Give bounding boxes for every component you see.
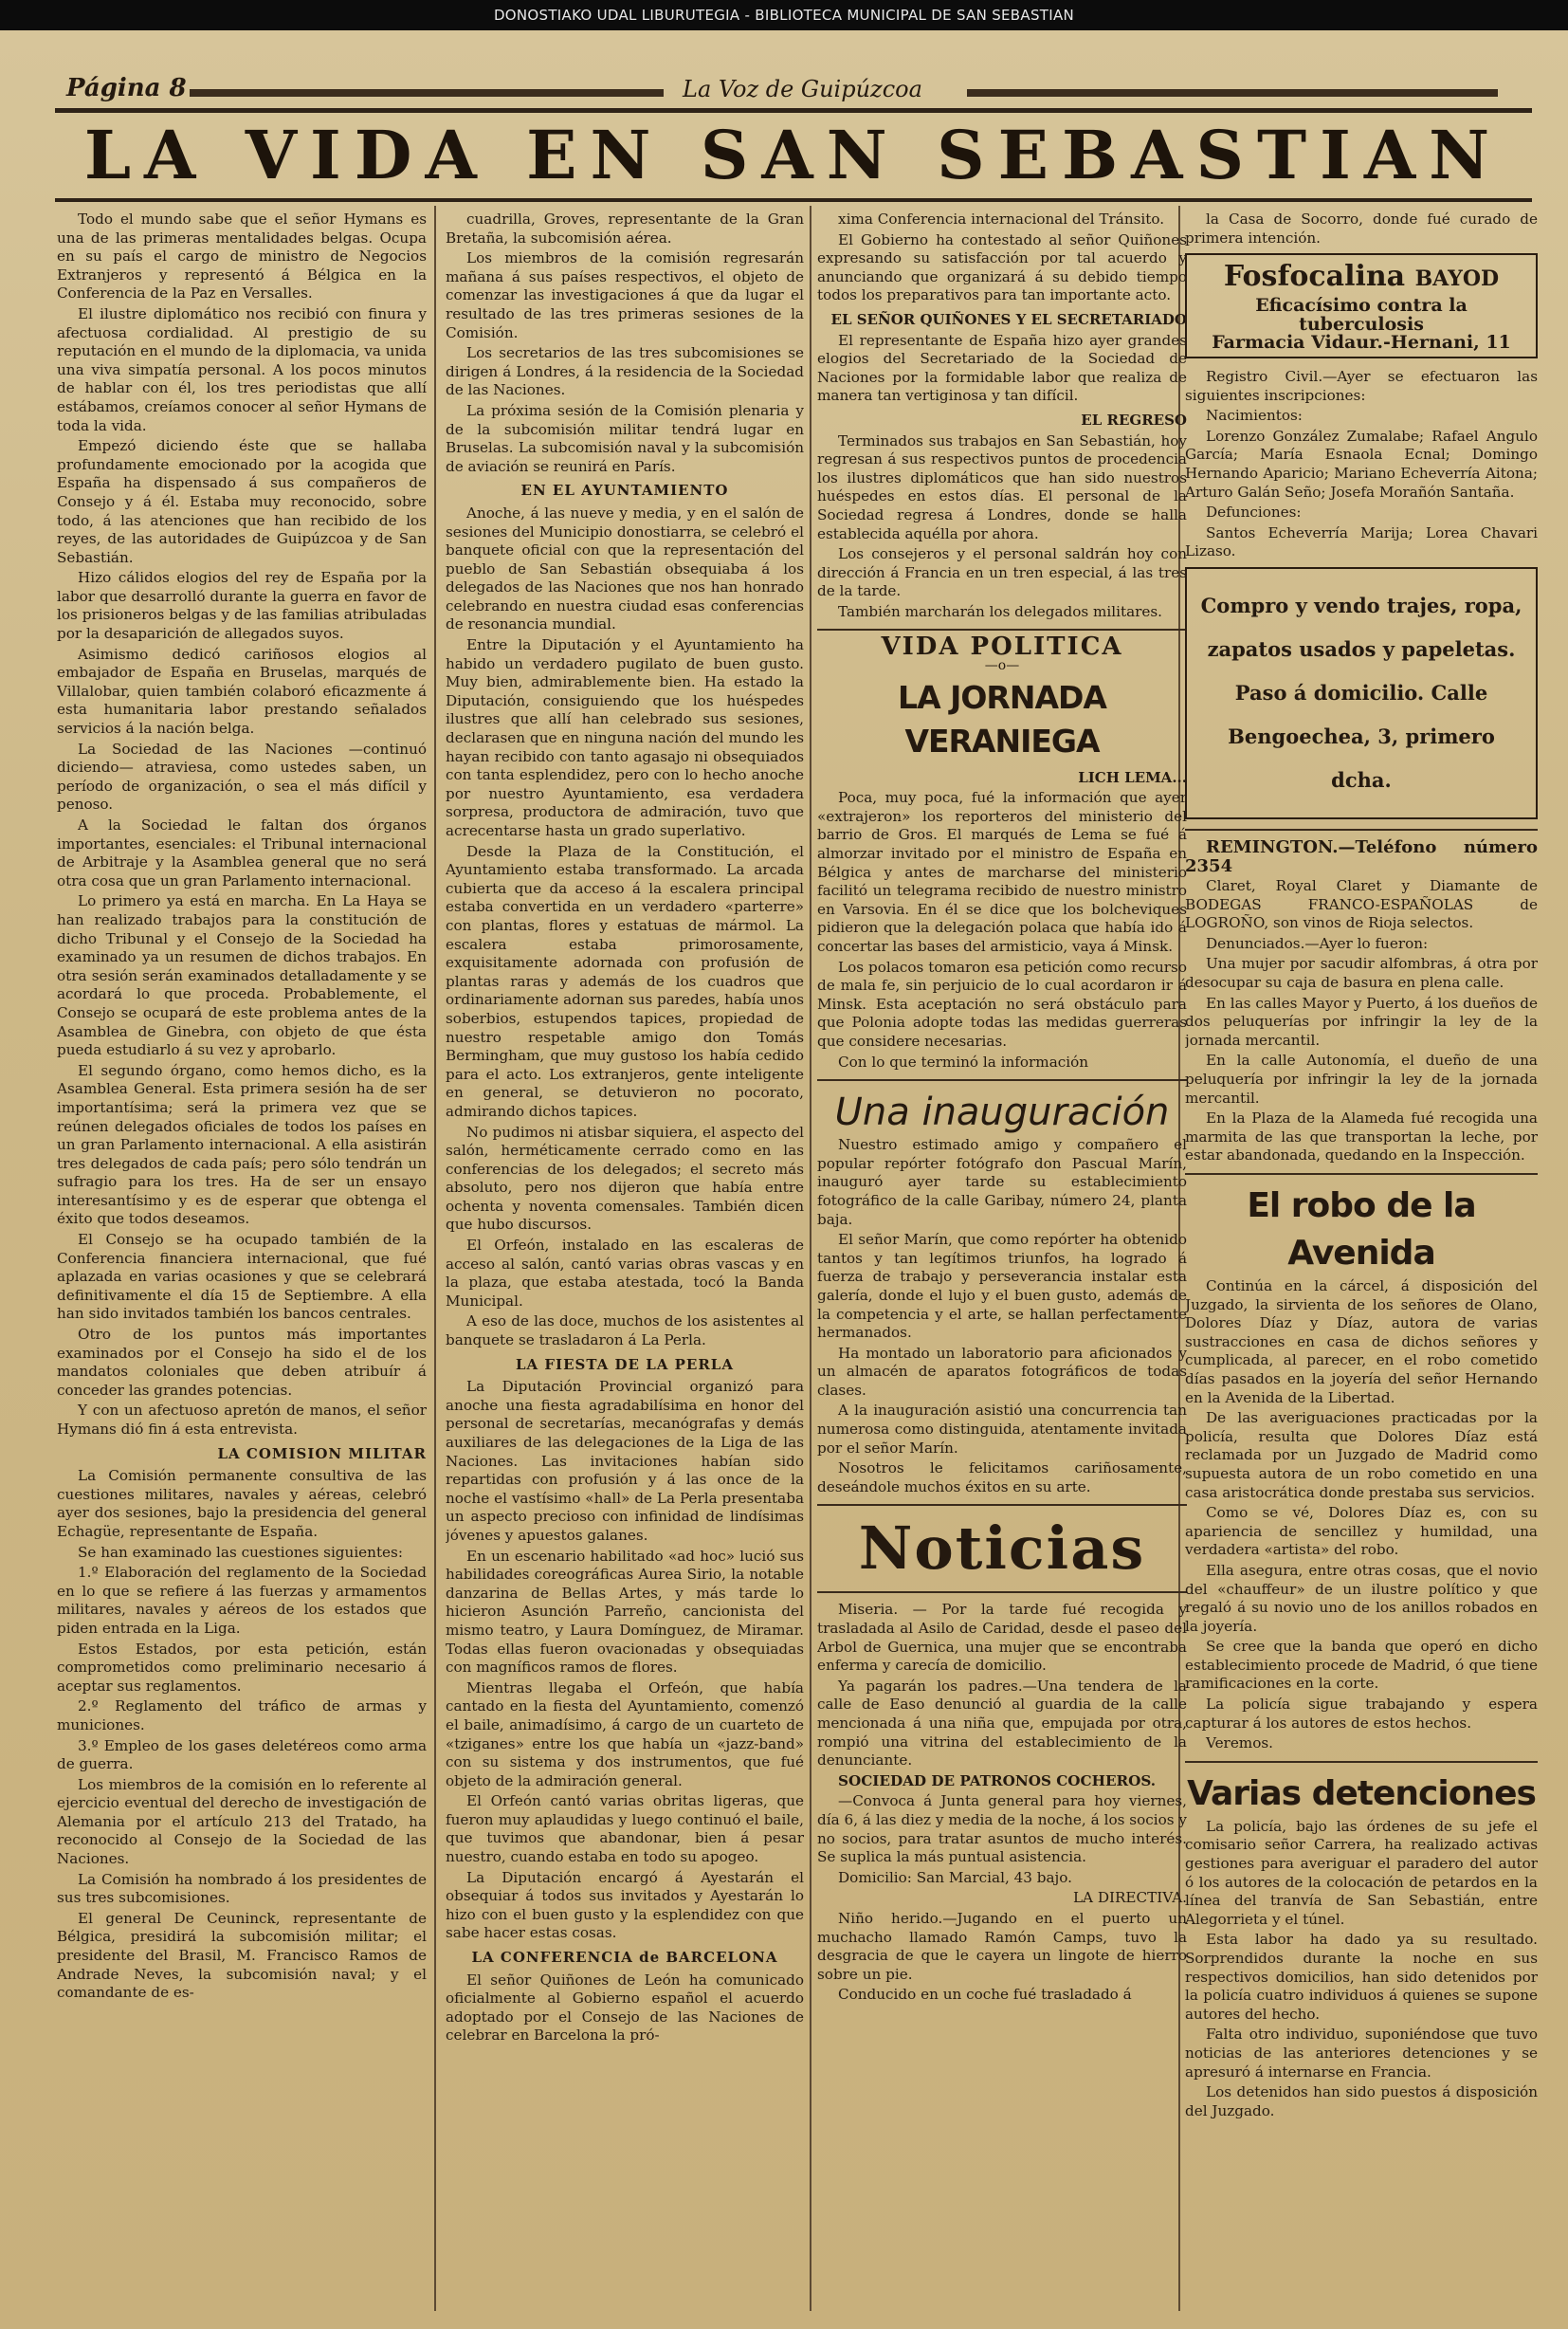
article-paragraph: 2.º Reglamento del tráfico de armas y municiones. <box>57 1697 427 1733</box>
article-paragraph: En un escenario habilitado «ad hoc» lució sus habilidades coreográficas Aurea Sirio, la notable danzarina de Bellas Artes, y más tarde lo hicieron Asunción Parreño, cancionista del mismo teatro, y Laura Domínguez, de Miramar. Todas ellas fueron ovacionadas y obsequiadas con magníficos ramos de flores. <box>446 1547 804 1677</box>
section-rule <box>1185 829 1538 831</box>
folio-line <box>66 74 1517 106</box>
article-paragraph: Otro de los puntos más importantes examinados por el Consejo ha sido el de los mandatos coloniales que deben atribuír á conceder las grandes potencias. <box>57 1326 427 1399</box>
column-4 <box>1185 211 1538 2316</box>
registry-paragraph: Santos Echeverría Marija; Lorea Chavari Lizaso. <box>1185 523 1538 560</box>
inauguration-title: Una inauguración <box>834 1091 1170 1135</box>
registry-heading: Nacimientos: <box>1206 407 1303 425</box>
section-rule <box>817 1079 1187 1081</box>
article-paragraph: Como se vé, Dolores Díaz es, con su apariencia de sencillez y humildad, una verdadera «artista» del robo. <box>1185 1504 1538 1559</box>
registry-paragraph: Registro Civil.—Ayer se efectuaron las siguientes inscripciones: <box>1185 367 1538 404</box>
news-signature: LA DIRECTIVA. <box>1072 1889 1187 1907</box>
advert-maker: BAYOD <box>1414 266 1500 292</box>
article-paragraph: Nuestro estimado amigo y compañero el popular repórter fotógrafo don Pascual Marín, inauguró ayer tarde su establecimiento fotográfico de la calle Garibay, número 24, planta baja. <box>817 1136 1187 1228</box>
news-item: Conducido en un coche fué trasladado á <box>838 1986 1132 2004</box>
newspaper-page <box>0 30 1568 2329</box>
article-paragraph: La policía, bajo las órdenes de su jefe el comisario señor Carrera, ha realizado activas gestiones para averiguar el paradero del autor ó los autores de la colocación de petardos en la línea del tranvía de San Sebastián, entre Alegorrieta y el túnel. <box>1185 1817 1538 1928</box>
article-paragraph: El Consejo se ha ocupado también de la Conferencia financiera internacional, que fué aplazada en varias ocasiones y que se celebrará definitivamente el día 15 de Septiembre. A ella han sido invitados también los bancos centrales. <box>57 1231 427 1323</box>
section-rule <box>817 629 1187 631</box>
article-paragraph: 1.º Elaboración del reglamento de la Sociedad en lo que se refiere á las fuerzas y armamentos militares, navales y aéreos de los estados que piden entrada en la Liga. <box>57 1564 427 1637</box>
clothes-advert <box>1185 567 1538 819</box>
article-paragraph: Y con un afectuoso apretón de manos, el señor Hymans dió fin á esta entrevista. <box>57 1402 427 1438</box>
byline: LICH LEMA... <box>1078 768 1187 786</box>
article-paragraph: Entre la Diputación y el Ayuntamiento ha habido un verdadero pugilato de buen gusto. Muy bien, admirablemente bien. Ha estado la Diputación, consiguiendo que los huéspedes ilustres que allí han celebrado sus sesiones, declarasen que en ninguna nación del mundo les hayan recibido con tanto agasajo ni obsequiados con tanta esplendidez, pero con lo hecho anoche por nuestro Ayuntamiento, esa verdadera sorpresa, productora de admiración, tuvo que acrecentarse hasta un grado superlativo. <box>446 636 804 839</box>
subheading: LA COMISION MILITAR <box>217 1444 427 1462</box>
newspaper-name: La Voz de Guipúzcoa <box>683 76 922 102</box>
page-headline: LA VIDA EN SAN SEBASTIAN <box>55 108 1532 202</box>
subheading: LA CONFERENCIA de BARCELONA <box>471 1949 778 1967</box>
article-paragraph: La Comisión permanente consultiva de las cuestiones militares, navales y aéreas, celebró ayer dos sesiones, bajo la presidencia del general Echagüe, representante de España. <box>57 1467 427 1540</box>
advert-line: Compro y vendo trajes, ropa, <box>1200 593 1522 617</box>
article-paragraph: El segundo órgano, como hemos dicho, es la Asamblea General. Esta primera sesión ha de ser importantísima; será la primera vez que se reúnen delegados oficiales de todos los países en un gran Parlamento internacional. A ella asistirán tres delegados de cada país; pero sólo tendrán un sufragio para los tres. Ha de ser un ensayo interesantísimo y es de esperar que obtenga el éxito que todos deseamos. <box>57 1061 427 1228</box>
advert-address: Farmacia Vidaur.-Hernani, 11 <box>1212 332 1511 354</box>
subheading: LA FIESTA DE LA PERLA <box>516 1355 734 1373</box>
news-item: Niño herido.—Jugando en el puerto un muchacho llamado Ramón Camps, tuvo la desgracia de que le cayera un lingote de hierro sobre un pie. <box>817 1909 1187 1983</box>
detenciones-title: Varias detenciones <box>1187 1773 1536 1813</box>
article-paragraph: Desde la Plaza de la Constitución, el Ayuntamiento estaba transformado. La arcada cubierta que da acceso á la escalera principal estaba convertida en un verdadero «parterre» con plantas, flores y estatuas de mármol. La escalera estaba primorosamente, exquisitamente adornada con profusión de plantas raras y además de los cuadros que ordinariamente adornan sus paredes, había unos soberbios, estupendos tapices, propiedad de nuestro respetable amigo don Tomás Bermingham, que muy gustoso los había cedido para el acto. Los extranjeros, gente inteligente en general, se detuvieron no pocorato, admirando dichos tapices. <box>446 842 804 1120</box>
article-paragraph: El Orfeón, instalado en las escaleras de acceso al salón, cantó varias obras vascas y en la plaza, que estaba atestada, tocó la Banda Municipal. <box>446 1237 804 1310</box>
article-paragraph: El general De Ceuninck, representante de Bélgica, presidirá la subcomisión militar; el presidente del Brasil, M. Francisco Ramos de Andrade Neves, la subcomisión naval; y el comandante de es- <box>57 1909 427 2002</box>
article-paragraph: Denunciados.—Ayer lo fueron: <box>1206 934 1429 952</box>
article-paragraph: Todo el mundo sabe que el señor Hymans es una de las primeras mentalidades belgas. Ocupa en su país el cargo de ministro de Negocios Extranjeros y representó á Bélgica en la Conferencia de la Paz en Versalles. <box>57 211 427 303</box>
article-paragraph: De las averiguaciones practicadas por la policía, resulta que Dolores Díaz está reclamada por un Juzgado de Madrid como supuesta autora de un robo cometido en una casa aristocrática donde prestaba sus servicios. <box>1185 1409 1538 1501</box>
article-paragraph: A eso de las doce, muchos de los asistentes al banquete se trasladaron á La Perla. <box>446 1312 804 1349</box>
ornament: —o— <box>984 658 1020 674</box>
subheading: EL SEÑOR QUIÑONES Y EL SECRETARIADO <box>830 310 1187 328</box>
article-paragraph: La policía sigue trabajando y espera capturar á los autores de estos hechos. <box>1185 1696 1538 1732</box>
article-paragraph: cuadrilla, Groves, representante de la Gran Bretaña, la subcomisión aérea. <box>446 211 804 247</box>
article-paragraph: En la Plaza de la Alameda fué recogida una marmita de las que transportan la leche, por estar abandonada, quedando en la Inspección. <box>1185 1109 1538 1164</box>
column-2 <box>446 211 804 2316</box>
column-1 <box>57 211 427 2316</box>
article-paragraph: xima Conferencia internacional del Tránsito. <box>838 211 1165 228</box>
folio-rule-right <box>967 89 1498 97</box>
article-paragraph: Lo primero ya está en marcha. En La Haya se han realizado trabajos para la constitución de dicho Tribunal y el Consejo de la Sociedad ha examinado ya un resumen de dichos trabajos. En otra sesión serán examinados detalladamente y se acordará lo que proceda. Probablemente, el Consejo se ocupará de este problema antes de la Asamblea de Ginebra, con objeto de que ésta pueda estudiarlo á su vez y aprobarlo. <box>57 892 427 1059</box>
article-paragraph: El representante de España hizo ayer grandes elogios del Secretariado de la Sociedad de Naciones por la formidable labor que realiza de manera tan vertiginosa y tan difícil. <box>817 331 1187 405</box>
banner-title: LA JORNADA VERANIEGA <box>898 678 1106 760</box>
article-paragraph: Esta labor ha dado ya su resultado. Sorprendidos durante la noche en sus respectivos domicilios, han sido detenidos por la policía cuatro individuos á quienes se supone autores del hecho. <box>1185 1931 1538 2023</box>
article-paragraph: También marcharán los delegados militares. <box>838 602 1163 620</box>
fosfocalina-advert <box>1185 253 1538 358</box>
article-paragraph: Con lo que terminó la información <box>838 1053 1089 1071</box>
article-paragraph: Los polacos tomaron esa petición como recurso de mala fe, sin perjuicio de lo cual acordaron ir á Minsk. Esta aceptación no será obstáculo para que Polonia adopte todas las medidas guerreras que considere necesarias. <box>817 958 1187 1050</box>
article-paragraph: La Sociedad de las Naciones —continuó diciendo— atraviesa, como ustedes saben, un período de organización, o sea el más difícil y penoso. <box>57 740 427 814</box>
noticias-title: Noticias <box>858 1513 1146 1584</box>
advert-paragraph: Claret, Royal Claret y Diamante de BODEGAS FRANCO-ESPAÑOLAS de LOGROÑO, son vinos de Rioja selectos. <box>1185 877 1538 932</box>
article-paragraph: Se han examinado las cuestiones siguientes: <box>78 1543 403 1561</box>
article-paragraph: Los detenidos han sido puestos á disposición del Juzgado. <box>1185 2083 1538 2119</box>
article-paragraph: El Orfeón cantó varias obritas ligeras, que fueron muy aplaudidas y luego continuó el baile, que tuvimos que abandonar, bien á pesar nuestro, cuando estaba en todo su apogeo. <box>446 1792 804 1866</box>
article-paragraph: Terminados sus trabajos en San Sebastián, hoy regresan á sus respectivos puntos de procedencia los ilustres diplomáticos que han sido nuestros huéspedes en estos días. El personal de la Sociedad regresa á Londres, donde se halla establecida aquélla por ahora. <box>817 431 1187 542</box>
article-paragraph: Nosotros le felicitamos cariñosamente, deseándole muchos éxitos en su arte. <box>817 1459 1187 1495</box>
library-header-text: DONOSTIAKO UDAL LIBURUTEGIA - BIBLIOTECA MUNICIPAL DE SAN SEBASTIAN <box>493 7 1075 24</box>
article-paragraph: la Casa de Socorro, donde fué curado de primera intención. <box>1185 211 1538 247</box>
article-paragraph: Hizo cálidos elogios del rey de España por la labor que desarrolló durante la guerra en favor de los prisioneros belgas y de las familias atribuladas por la desaparición de allegados suyos. <box>57 569 427 643</box>
column-divider <box>810 206 811 2311</box>
section-rule <box>817 1591 1187 1593</box>
article-paragraph: El ilustre diplomático nos recibió con finura y afectuosa cordialidad. Al prestigio de su reputación en el mundo de la diplomacia, va unida una viva simpatía personal. A los pocos minutos de hablar con él, los tres periodistas que allí estábamos, creíamos conocer al señor Hymans de toda la vida. <box>57 304 427 434</box>
advert-line: Paso á domicilio. Calle Bengoechea, 3, primero dcha. <box>1228 680 1495 792</box>
article-paragraph: 3.º Empleo de los gases deletéreos como arma de guerra. <box>57 1736 427 1773</box>
article-paragraph: Los miembros de la comisión en lo referente al ejercicio eventual del derecho de investigación de Alemania por el artículo 213 del Tratado, ha reconocido al Consejo de la Sociedad de las Naciones. <box>57 1775 427 1868</box>
article-paragraph: Continúa en la cárcel, á disposición del Juzgado, la sirvienta de los señores de Olano, Dolores Díaz y Díaz, autora de varias sustracciones en casa de dichos señores y cumplicada, al parecer, en el robo cometido días pasados en la joyería del señor Hernando en la Avenida de la Libertad. <box>1185 1277 1538 1406</box>
subheading: EL REGRESO <box>1081 411 1187 429</box>
article-paragraph: En la calle Autonomía, el dueño de una peluquería por infringir la ley de la jornada mercantil. <box>1185 1052 1538 1107</box>
article-paragraph: Estos Estados, por esta petición, están comprometidos como preliminario necesario á aceptar sus reglamentos. <box>57 1640 427 1695</box>
news-item: Domicilio: San Marcial, 43 bajo. <box>838 1868 1072 1886</box>
article-paragraph: Asimismo dedicó cariñosos elogios al embajador de España en Bruselas, marqués de Villalobar, quien también colaboró eficazmente á esta humanitaria labor prestando señalados servicios á la nación belga. <box>57 645 427 738</box>
article-paragraph: El señor Marín, que como repórter ha obtenido tantos y tan legítimos triunfos, ha logrado á fuerza de trabajo y perseverancia instalar esta galería, donde el lujo y el buen gusto, además de la competencia y el arte, se hallan perfectamente hermanados. <box>817 1231 1187 1342</box>
article-paragraph: Falta otro individuo, suponiéndose que tuvo noticias de las anteriores detenciones y se apresuró á internarse en Francia. <box>1185 2026 1538 2081</box>
news-item: Ya pagarán los padres.—Una tendera de la calle de Easo denunció al guardia de la calle mencionada á una niña que, empujada por otra, rompió una vitrina del establecimiento de la denunciante. <box>817 1677 1187 1770</box>
library-header-bar <box>0 0 1568 30</box>
folio-rule-left <box>190 89 664 97</box>
column-3 <box>817 211 1187 2316</box>
article-paragraph: La Comisión ha nombrado á los presidentes de sus tres subcomisiones. <box>57 1870 427 1907</box>
news-item-title: SOCIEDAD DE PATRONOS COCHEROS. <box>838 1771 1157 1789</box>
article-paragraph: Mientras llegaba el Orfeón, que había cantado en la fiesta del Ayuntamiento, comenzó el baile, animadísimo, á cargo de un cuarteto de «tziganes» entre los que había un «jazz-band» con su sistema y dos instrumentos, que fué objeto de la admiración general. <box>446 1678 804 1789</box>
news-item: —Convoca á Junta general para hoy viernes, día 6, á las diez y media de la noche, á los socios y no socios, para tratar asuntos de mucho interés. Se suplica la más puntual asistencia. <box>817 1792 1187 1866</box>
article-paragraph: Se cree que la banda que operó en dicho establecimiento procede de Madrid, ó que tiene ramificaciones en la corte. <box>1185 1638 1538 1693</box>
article-paragraph: El Gobierno ha contestado al señor Quiñones expresando su satisfacción por tal acuerdo y anunciando que organizará á su debido tiempo todos los preparativos para tan importante acto. <box>817 230 1187 304</box>
advert-brand: Fosfocalina <box>1223 260 1406 294</box>
article-paragraph: Los secretarios de las tres subcomisiones se dirigen á Londres, á la residencia de la Sociedad de las Naciones. <box>446 344 804 399</box>
subheading: EN EL AYUNTAMIENTO <box>520 482 729 500</box>
article-paragraph: Poca, muy poca, fué la información que ayer «extrajeron» los reporteros del ministerio del barrio de Gros. El marqués de Lema se fué á almorzar invitado por el ministro de España en Bélgica y antes de marcharse del ministerio facilitó un telegrama recibido de nuestro ministro en Varsovia. En él se dice que los bolcheviques pidieron que la delegación polaca que había ido á concertar las bases del armisticio, vaya á Minsk. <box>817 789 1187 955</box>
article-paragraph: A la inauguración asistió una concurrencia tan numerosa como distinguida, atentamente invitada por el señor Marín. <box>817 1402 1187 1457</box>
article-paragraph: Ella asegura, entre otras cosas, que el novio del «chauffeur» de un ilustre político y que regaló á su novio uno de los anillos robados en la joyería. <box>1185 1561 1538 1635</box>
article-paragraph: En las calles Mayor y Puerto, á los dueños de dos peluquerías por infringir la ley de la jornada mercantil. <box>1185 994 1538 1049</box>
page-number: Página 8 <box>66 74 187 102</box>
robo-title: El robo de la Avenida <box>1247 1186 1476 1273</box>
article-paragraph: Los consejeros y el personal saldrán hoy con dirección á Francia en un tren especial, á las tres de la tarde. <box>817 545 1187 600</box>
article-paragraph: Empezó diciendo éste que se hallaba profundamente emocionado por la acogida que España ha dispensado á sus compañeros de Consejo y á él. Estaba muy reconocido, sobre todo, á las atenciones que han recibido de los reyes, de las autoridades de Guipúzcoa y de San Sebastián. <box>57 437 427 566</box>
section-rule <box>1185 1173 1538 1175</box>
remington-advert: REMINGTON.—Teléfono número 2354 <box>1185 836 1538 876</box>
article-paragraph: A la Sociedad le faltan dos órganos importantes, esenciales: el Tribunal internacional de Arbitraje y la Asamblea general que no será otra cosa que un gran Parlamento internacional. <box>57 816 427 889</box>
section-rule <box>817 1504 1187 1506</box>
article-paragraph: Ha montado un laboratorio para aficionados y un almacén de aparatos fotográficos de todas clases. <box>817 1344 1187 1399</box>
section-rule <box>1185 1761 1538 1763</box>
section-title: VIDA POLITICA <box>881 633 1123 662</box>
article-paragraph: Los miembros de la comisión regresarán mañana á sus países respectivos, el objeto de comenzar las investigaciones á que da lugar el resultado de las tres primeras sesiones de la Comisión. <box>446 249 804 341</box>
article-paragraph: La Diputación Provincial organizó para anoche una fiesta agradabilísima en honor del personal de secretarías, mecanógrafas y demás auxiliares de las delegaciones de la Liga de las Naciones. Las invitaciones habían sido repartidas con profusión y á las once de la noche el vastísimo «hall» de La Perla presentaba un aspecto precioso con infinidad de lindísimas jóvenes y apuestos galanes. <box>446 1378 804 1544</box>
advert-slogan: Eficacísimo contra la tuberculosis <box>1255 295 1468 335</box>
article-paragraph: No pudimos ni atisbar siquiera, el aspecto del salón, herméticamente cerrado como en las conferencias de los delegados; el secreto más absoluto, pero nos dijeron que había entre ochenta y noventa comensales. También dicen que hubo discursos. <box>446 1123 804 1234</box>
article-paragraph: El señor Quiñones de León ha comunicado oficialmente al Gobierno español el acuerdo adoptado por el Consejo de las Naciones de celebrar en Barcelona la pró- <box>446 1971 804 2045</box>
column-divider <box>434 206 436 2311</box>
article-paragraph: Veremos. <box>1206 1734 1273 1752</box>
registry-heading: Defunciones: <box>1206 504 1302 522</box>
article-paragraph: La próxima sesión de la Comisión plenaria y de la subcomisión militar tendrá lugar en Bruselas. La subcomisión naval y la subcomisión de aviación se reunirá en París. <box>446 401 804 475</box>
registry-paragraph: Lorenzo González Zumalabe; Rafael Angulo García; María Esnaola Ecnal; Domingo Hernando Aparicio; Mariano Echeverría Aitona; Arturo Galán Seño; Josefa Morañón Santaña. <box>1185 427 1538 501</box>
article-paragraph: Una mujer por sacudir alfombras, á otra por desocupar su caja de basura en plena calle. <box>1185 955 1538 992</box>
article-paragraph: Anoche, á las nueve y media, y en el salón de sesiones del Municipio donostiarra, se celebró el banquete oficial con que la representación del pueblo de San Sebastián obsequiaba á los delegados de las Naciones que nos han honrado celebrando en nuestra ciudad esas conferencias de resonancia mundial. <box>446 504 804 633</box>
news-item: Miseria. — Por la tarde fué recogida y trasladada al Asilo de Caridad, desde el paseo del Arbol de Guernica, una mujer que se encontraba enferma y carecía de domicilio. <box>817 1601 1187 1675</box>
article-paragraph: La Diputación encargó á Ayestarán el obsequiar á todos sus invitados y Ayestarán lo hizo con el buen gusto y la esplendidez con que sabe hacer estas cosas. <box>446 1868 804 1942</box>
advert-line: zapatos usados y papeletas. <box>1207 636 1516 661</box>
